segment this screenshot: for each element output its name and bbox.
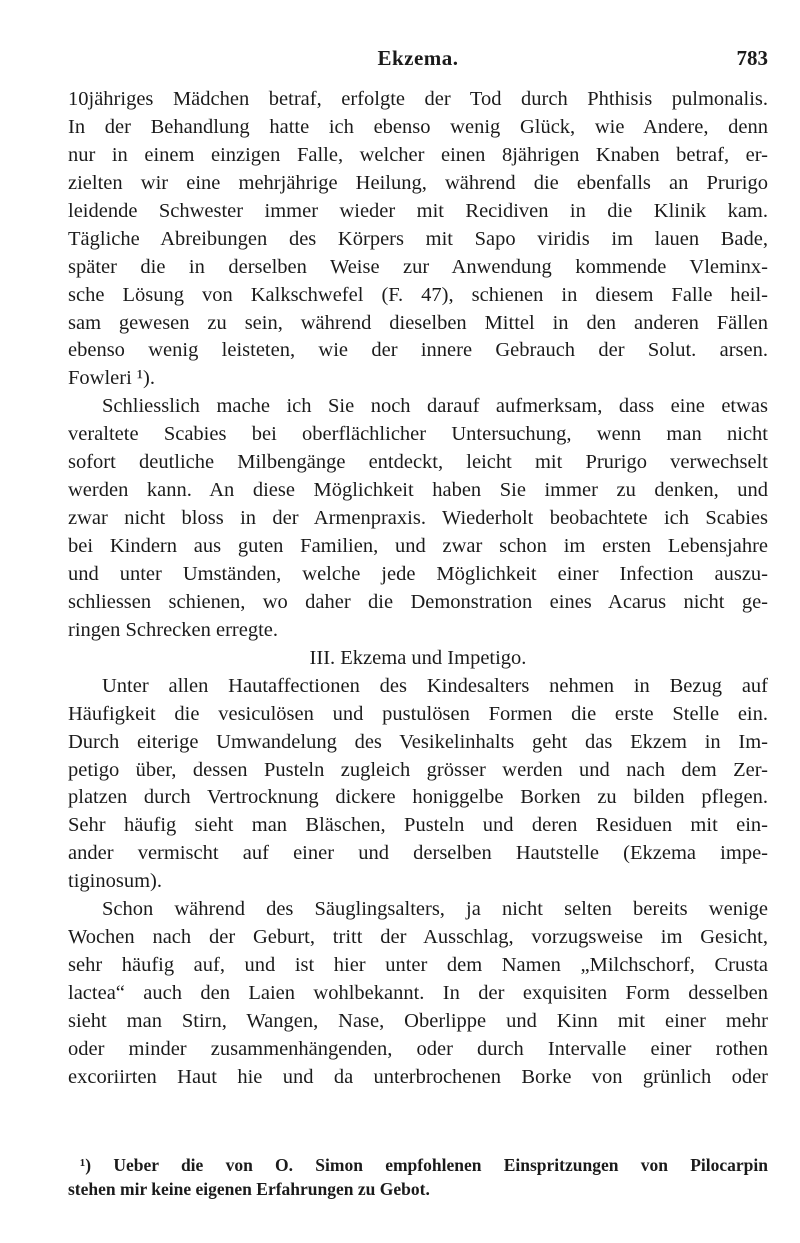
text-line: Häufigkeit die vesiculösen und pustulösen Formen die erste Stelle ein.	[68, 702, 768, 725]
text-line: Durch eiterige Umwandelung des Vesikelinhalts geht das Ekzem in Im-	[68, 730, 768, 753]
text-line: Schliesslich mache ich Sie noch darauf aufmerksam, dass eine etwas	[102, 395, 768, 418]
text-line: sofort deutliche Milbengänge entdeckt, leicht mit Prurigo verwechselt	[68, 451, 768, 474]
page-number: 783	[736, 46, 768, 70]
text-line: oder minder zusammenhängenden, oder durch Intervalle einer rothen	[68, 1037, 768, 1060]
text-line: 10jähriges Mädchen betraf, erfolgte der Tod durch Phthisis pulmonalis.	[68, 88, 768, 110]
footnote-line: ¹) Ueber die von O. Simon empfohlenen Einspritzungen von Pilocarpin	[80, 1155, 768, 1175]
text-line: zielten wir eine mehrjährige Heilung, während die ebenfalls an Prurigo	[68, 171, 768, 194]
text-line: und unter Umständen, welche jede Möglichkeit einer Infection auszu-	[68, 562, 768, 585]
text-line: sehr häufig auf, und ist hier unter dem Namen „Milchschorf, Crusta	[68, 954, 768, 977]
text-line: ringen Schrecken erregte.	[68, 618, 279, 641]
text-line: ander vermischt auf einer und derselben Hautstelle (Ekzema impe-	[68, 842, 768, 865]
text-line: petigo über, dessen Pusteln zugleich grösser werden und nach dem Zer-	[68, 758, 768, 781]
text-line: Unter allen Hautaffectionen des Kindesalters nehmen in Bezug auf	[102, 674, 768, 697]
section-heading: III. Ekzema und Impetigo.	[309, 646, 527, 669]
text-line: Sehr häufig sieht man Bläschen, Pusteln und deren Residuen mit ein-	[68, 814, 768, 837]
text-line: lactea“ auch den Laien wohlbekannt. In der exquisiten Form desselben	[68, 982, 768, 1004]
text-line: leidende Schwester immer wieder mit Recidiven in die Klinik kam.	[68, 199, 768, 222]
text-line: sche Lösung von Kalkschwefel (F. 47), schienen in diesem Falle heil-	[68, 283, 768, 306]
text-line: excoriirten Haut hie und da unterbrochenen Borke von grünlich oder	[68, 1065, 768, 1088]
body-text	[68, 86, 768, 1092]
text-line: Fowleri ¹).	[68, 367, 155, 390]
text-line: schliessen schienen, wo daher die Demonstration eines Acarus nicht ge-	[68, 590, 768, 613]
footnote-line: stehen mir keine eigenen Erfahrungen zu Gebot.	[68, 1179, 430, 1199]
text-line: nur in einem einzigen Falle, welcher einen 8jährigen Knaben betraf, er-	[68, 143, 768, 166]
text-line: veraltete Scabies bei oberflächlicher Untersuchung, wenn man nicht	[68, 423, 768, 446]
footnotes	[68, 1153, 768, 1201]
page-header	[68, 46, 768, 76]
text-line: werden kann. An diese Möglichkeit haben Sie immer zu denken, und	[68, 479, 768, 502]
text-line: bei Kindern aus guten Familien, und zwar schon im ersten Lebensjahre	[68, 535, 768, 557]
text-line: zwar nicht bloss in der Armenpraxis. Wiederholt beobachtete ich Scabies	[68, 507, 768, 530]
text-line: später die in derselben Weise zur Anwendung kommende Vleminx-	[68, 255, 768, 278]
text-line: sam gewesen zu sein, während dieselben Mittel in den anderen Fällen	[68, 311, 768, 334]
text-line: Wochen nach der Geburt, tritt der Ausschlag, vorzugsweise im Gesicht,	[68, 926, 768, 949]
text-line: tiginosum).	[68, 870, 162, 893]
text-line: In der Behandlung hatte ich ebenso wenig Glück, wie Andere, denn	[68, 115, 768, 138]
text-line: Tägliche Abreibungen des Körpers mit Sapo viridis im lauen Bade,	[68, 227, 768, 250]
text-line: ebenso wenig leisteten, wie der innere Gebrauch der Solut. arsen.	[68, 339, 768, 362]
text-line: sieht man Stirn, Wangen, Nase, Oberlippe und Kinn mit einer mehr	[68, 1009, 768, 1032]
text-line: platzen durch Vertrocknung dickere honiggelbe Borken zu bilden pflegen.	[68, 786, 768, 809]
text-line: Schon während des Säuglingsalters, ja nicht selten bereits wenige	[102, 898, 768, 921]
running-title: Ekzema.	[377, 46, 459, 70]
